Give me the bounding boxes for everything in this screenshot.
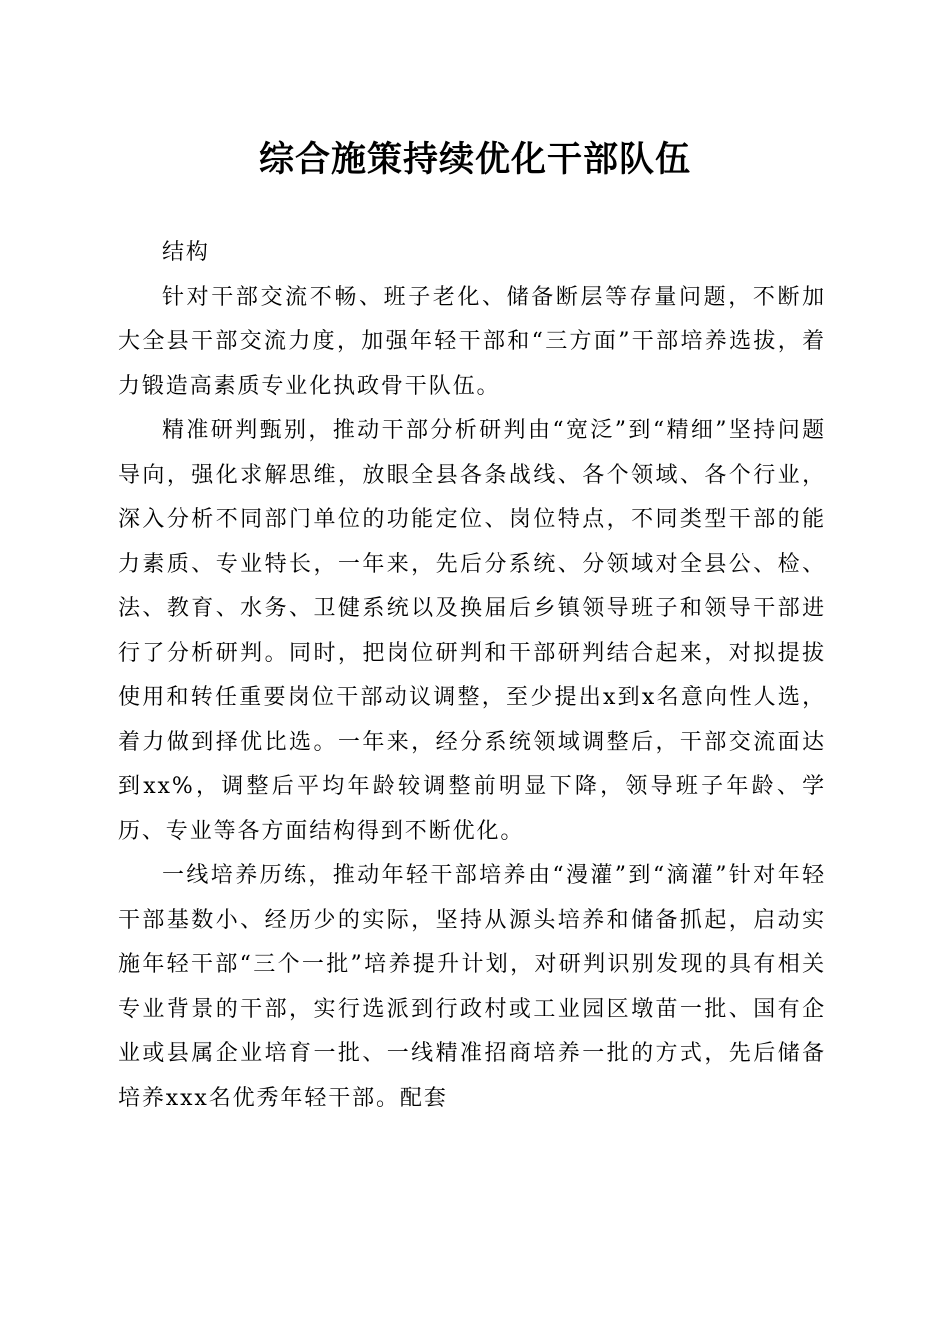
document-title: 综合施策持续优化干部队伍 xyxy=(258,139,691,180)
paragraph: 结构 xyxy=(162,240,210,265)
document-body xyxy=(118,231,826,1121)
paragraph: 精准研判甄别，推动干部分析研判由“宽泛”到“精细”坚持问题导向，强化求解思维，放眼全县各条战线、各个领域、各个行业，深入分析不同部门单位的功能定位、岗位特点，不同类型干部的能力素质、专业特长，一年来，先后分系统、分领域对全县公、检、法、教育、水务、卫健系统以及换届后乡镇领导班子和领导干部进行了分析研判。同时，把岗位研判和干部研判结合起来，对拟提拔使用和转任重要岗位干部动议调整，至少提出x到x名意向性人选，着力做到择优比选。一年来，经分系统领域调整后，干部交流面达到xx%，调整后平均年龄较调整前明显下降，领导班子年龄、学历、专业等各方面结构得到不断优化。 xyxy=(118,418,826,844)
paragraph: 针对干部交流不畅、班子老化、储备断层等存量问题，不断加大全县干部交流力度，加强年轻干部和“三方面”干部培养选拔，着力锻造高素质专业化执政骨干队伍。 xyxy=(118,284,826,399)
paragraph: 一线培养历练，推动年轻干部培养由“漫灌”到“滴灌”针对年轻干部基数小、经历少的实际，坚持从源头培养和储备抓起，启动实施年轻干部“三个一批”培养提升计划，对研判识别发现的具有相关专业背景的干部，实行选派到行政村或工业园区墩苗一批、国有企业或县属企业培育一批、一线精准招商培养一批的方式，先后储备培养xxx名优秀年轻干部。配套 xyxy=(118,863,826,1111)
